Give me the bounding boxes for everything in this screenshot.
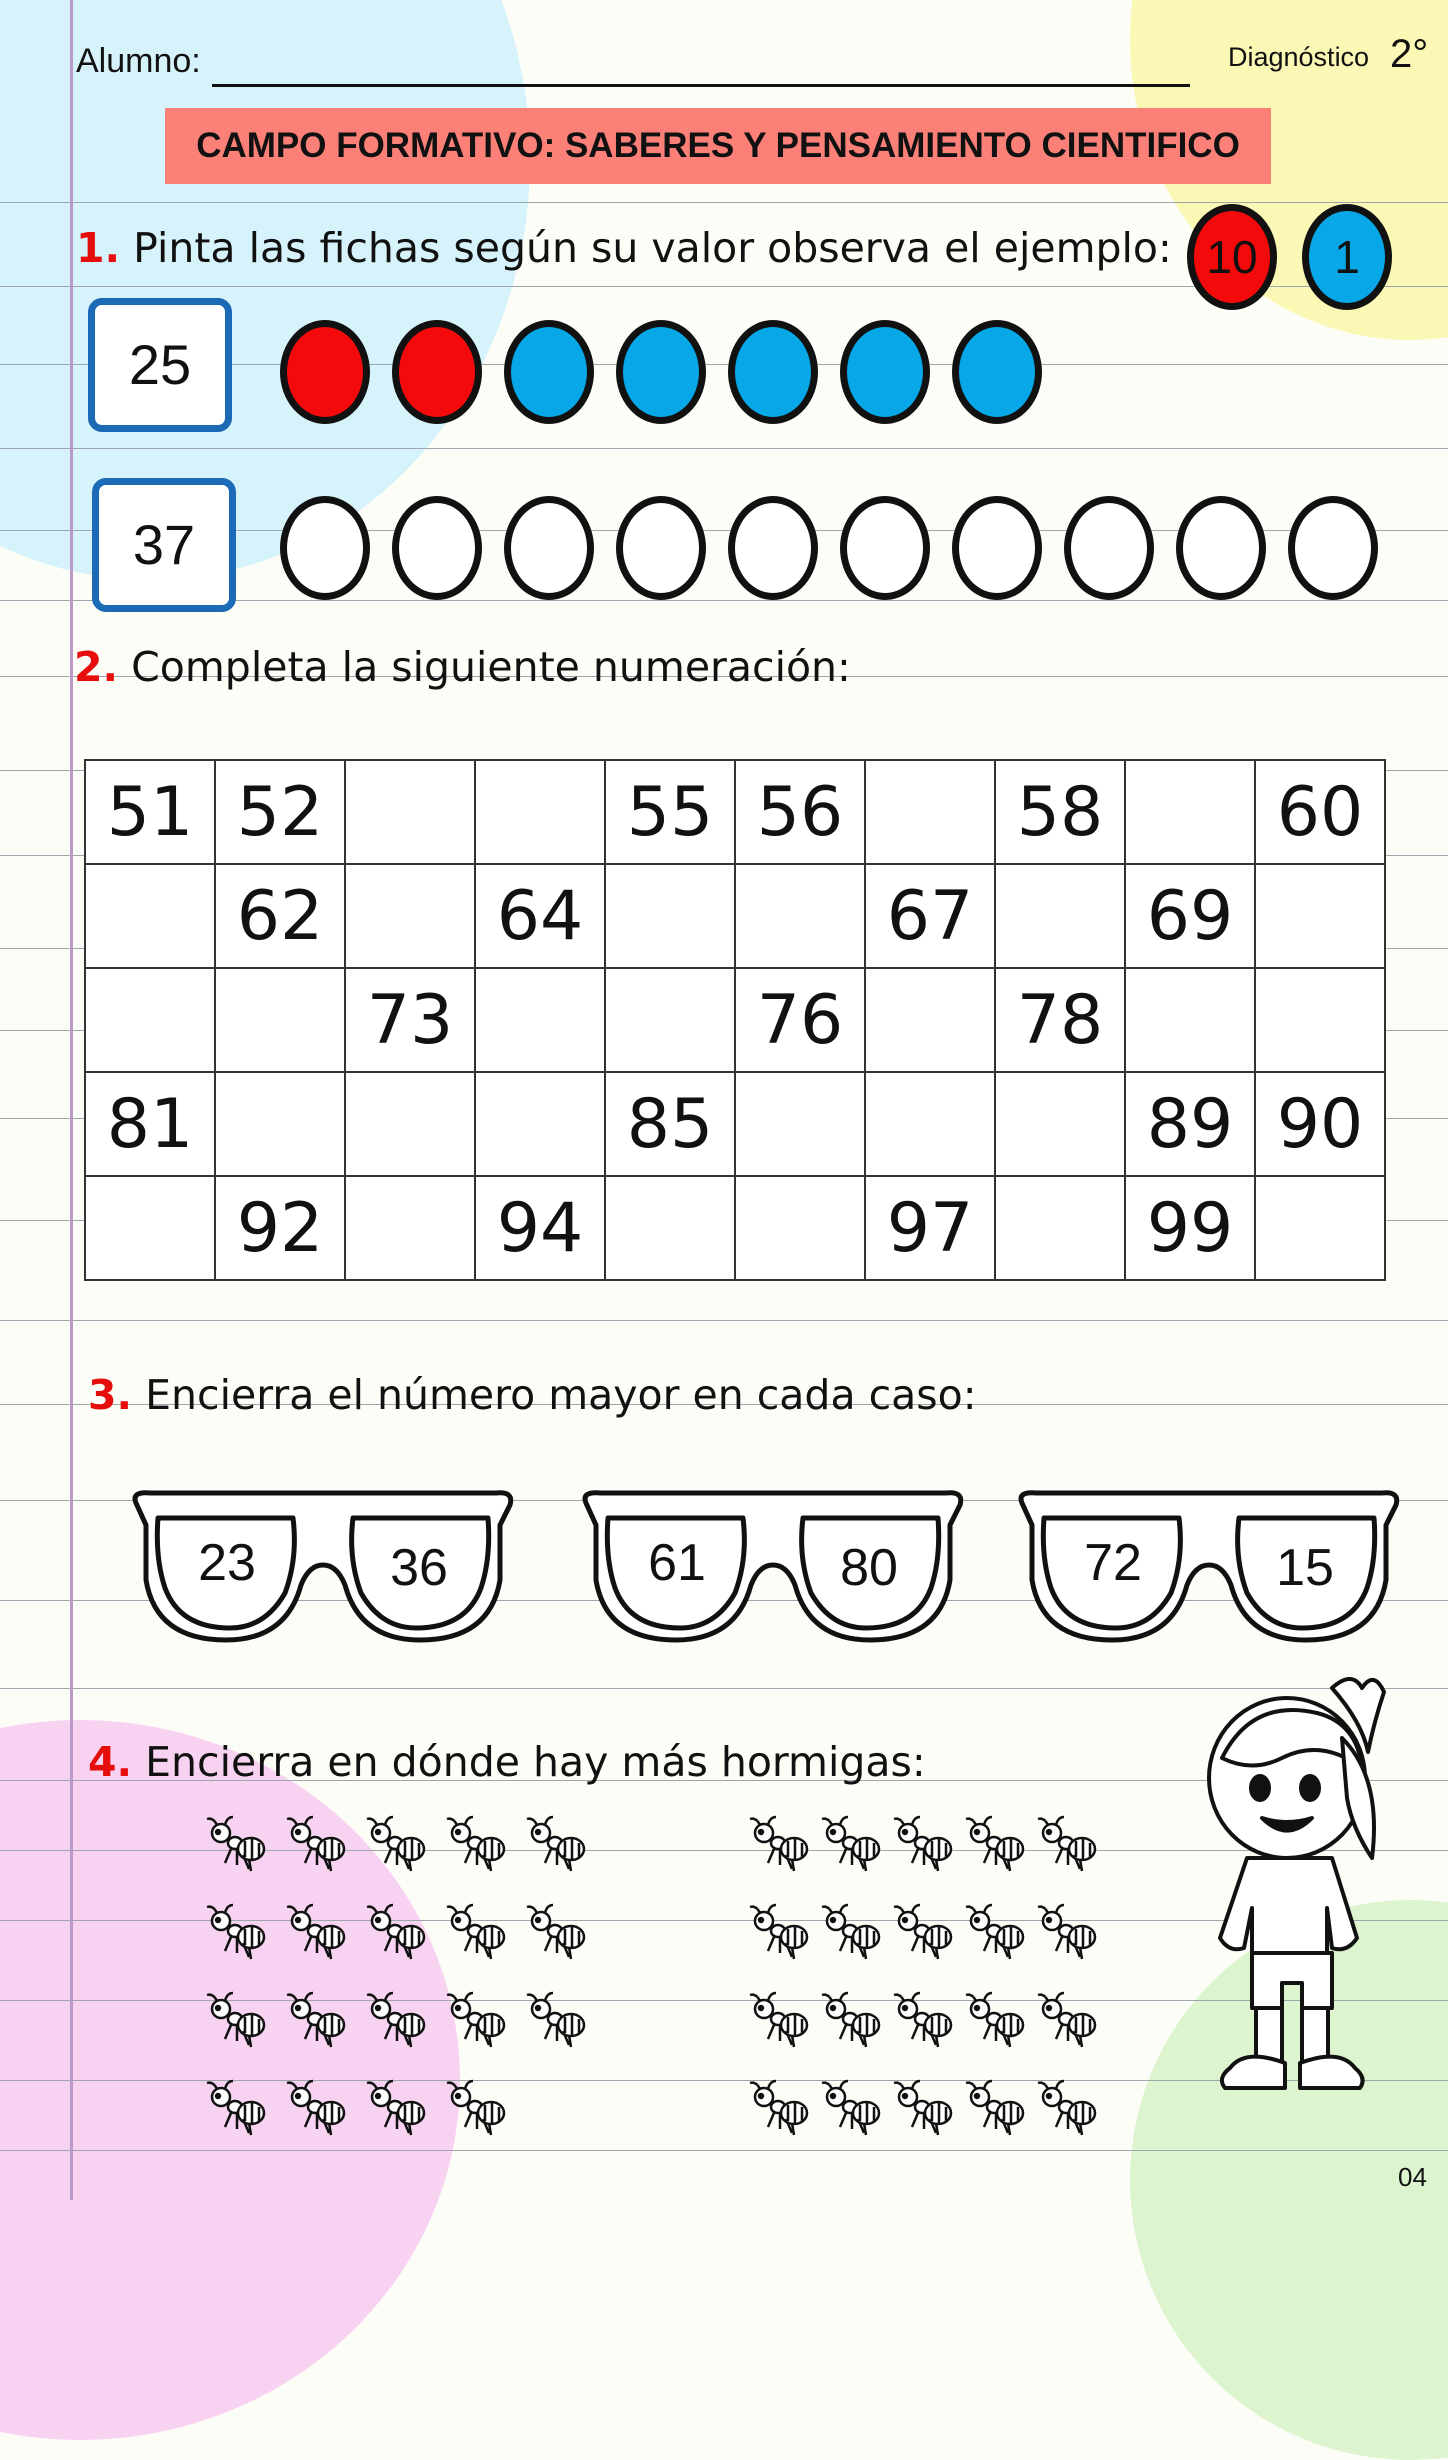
- grid-cell: 94: [475, 1176, 605, 1280]
- student-name-line[interactable]: [212, 84, 1190, 87]
- grid-row: [85, 864, 1385, 968]
- grid-row: [85, 1176, 1385, 1280]
- glasses-3-number-1[interactable]: 72: [1084, 1534, 1142, 1592]
- grid-cell: 97: [865, 1176, 995, 1280]
- ant-icon: [892, 1991, 956, 2059]
- chip-row-2-1[interactable]: [280, 496, 370, 600]
- ant-icon: [748, 1815, 812, 1883]
- ant-icon: [205, 1815, 269, 1883]
- chip-row-1-3: [504, 320, 594, 424]
- ant-icon: [205, 2079, 269, 2147]
- ant-group-right[interactable]: [748, 1815, 1098, 2170]
- grade-value: 2°: [1390, 32, 1429, 76]
- grid-cell: 89: [1125, 1072, 1255, 1176]
- ant-icon: [365, 1991, 429, 2059]
- chip-row-2-6[interactable]: [840, 496, 930, 600]
- grid-cell-blank[interactable]: [345, 1072, 475, 1176]
- chip-row-1-1: [280, 320, 370, 424]
- grid-cell: 60: [1255, 760, 1385, 864]
- grid-cell-blank[interactable]: [475, 968, 605, 1072]
- ant-icon: [748, 2079, 812, 2147]
- ant-icon: [525, 1991, 589, 2059]
- grid-cell: 99: [1125, 1176, 1255, 1280]
- chip-row-2-3[interactable]: [504, 496, 594, 600]
- question-1: [76, 224, 1172, 272]
- ant-icon: [445, 1815, 509, 1883]
- glasses-1-number-1[interactable]: 23: [198, 1534, 256, 1592]
- grid-cell-blank[interactable]: [215, 1072, 345, 1176]
- chip-row-2-number: 37: [92, 478, 236, 612]
- grid-cell-blank[interactable]: [475, 760, 605, 864]
- grid-cell-blank[interactable]: [1125, 968, 1255, 1072]
- grid-row: [85, 968, 1385, 1072]
- ant-icon: [1036, 1903, 1100, 1971]
- grid-cell-blank[interactable]: [605, 1176, 735, 1280]
- grid-cell-blank[interactable]: [865, 1072, 995, 1176]
- grid-cell-blank[interactable]: [1255, 864, 1385, 968]
- ant-icon: [964, 1991, 1028, 2059]
- ant-icon: [820, 1903, 884, 1971]
- ant-icon: [205, 1991, 269, 2059]
- question-4-number: 4.: [88, 1738, 133, 1786]
- ant-icon: [285, 1903, 349, 1971]
- grid-cell-blank[interactable]: [85, 864, 215, 968]
- ant-icon: [1036, 2079, 1100, 2147]
- glasses-2-number-1[interactable]: 61: [648, 1534, 706, 1592]
- grid-cell: 55: [605, 760, 735, 864]
- chip-row-2-10[interactable]: [1288, 496, 1378, 600]
- grid-cell-blank[interactable]: [85, 1176, 215, 1280]
- ant-icon: [892, 1903, 956, 1971]
- ant-icon: [365, 2079, 429, 2147]
- chip-row-1-number: 25: [88, 298, 232, 432]
- grid-cell-blank[interactable]: [345, 1176, 475, 1280]
- ant-icon: [445, 1991, 509, 2059]
- grid-cell: 67: [865, 864, 995, 968]
- grid-cell: 73: [345, 968, 475, 1072]
- grid-cell-blank[interactable]: [735, 864, 865, 968]
- grid-cell: 62: [215, 864, 345, 968]
- grid-cell-blank[interactable]: [995, 1072, 1125, 1176]
- grid-cell-blank[interactable]: [475, 1072, 605, 1176]
- glasses-2-number-2[interactable]: 80: [840, 1539, 898, 1597]
- ant-icon: [820, 1815, 884, 1883]
- grid-cell: 76: [735, 968, 865, 1072]
- question-1-text: Pinta las fichas según su valor observa el ejemplo:: [133, 224, 1172, 272]
- grid-cell: 78: [995, 968, 1125, 1072]
- chip-row-2-7[interactable]: [952, 496, 1042, 600]
- question-3: [88, 1371, 977, 1419]
- grid-cell-blank[interactable]: [995, 864, 1125, 968]
- grid-cell: 69: [1125, 864, 1255, 968]
- grid-cell-blank[interactable]: [1255, 1176, 1385, 1280]
- notebook-rule: [0, 448, 1448, 449]
- grid-cell-blank[interactable]: [995, 1176, 1125, 1280]
- grid-cell-blank[interactable]: [215, 968, 345, 1072]
- ant-icon: [365, 1903, 429, 1971]
- page-number: 04: [1398, 2162, 1427, 2192]
- ant-icon: [285, 1991, 349, 2059]
- background-circle-cyan: [0, 0, 530, 580]
- ant-icon: [892, 1815, 956, 1883]
- question-2: [74, 643, 851, 691]
- ant-icon: [285, 1815, 349, 1883]
- ant-icon: [285, 2079, 349, 2147]
- grid-cell-blank[interactable]: [1125, 760, 1255, 864]
- chip-row-1-6: [840, 320, 930, 424]
- chip-row-1-2: [392, 320, 482, 424]
- ant-icon: [892, 2079, 956, 2147]
- grid-cell-blank[interactable]: [605, 864, 735, 968]
- grid-cell-blank[interactable]: [1255, 968, 1385, 1072]
- chip-row-1-5: [728, 320, 818, 424]
- ant-icon: [748, 1991, 812, 2059]
- chip-row-1-4: [616, 320, 706, 424]
- legend-chip-ten: 10: [1187, 204, 1277, 310]
- ant-icon: [748, 1903, 812, 1971]
- grid-cell-blank[interactable]: [345, 864, 475, 968]
- grid-row: [85, 1072, 1385, 1176]
- ant-icon: [964, 2079, 1028, 2147]
- question-4: [88, 1738, 926, 1786]
- student-name-label: Alumno:: [76, 42, 201, 80]
- ant-group-left[interactable]: [205, 1815, 625, 2170]
- ant-icon: [205, 1903, 269, 1971]
- number-grid: [84, 759, 1386, 1281]
- question-3-number: 3.: [88, 1371, 133, 1419]
- grid-cell: 51: [85, 760, 215, 864]
- grid-cell: 85: [605, 1072, 735, 1176]
- ant-icon: [445, 2079, 509, 2147]
- ant-icon: [525, 1903, 589, 1971]
- grid-cell: 58: [995, 760, 1125, 864]
- grid-cell: 52: [215, 760, 345, 864]
- grid-cell-blank[interactable]: [85, 968, 215, 1072]
- legend-chip-one: 1: [1302, 204, 1392, 310]
- grid-cell: 90: [1255, 1072, 1385, 1176]
- chip-row-2-8[interactable]: [1064, 496, 1154, 600]
- ant-icon: [1036, 1991, 1100, 2059]
- grid-cell: 64: [475, 864, 605, 968]
- ant-icon: [1036, 1815, 1100, 1883]
- grid-cell-blank[interactable]: [865, 968, 995, 1072]
- grid-cell-blank[interactable]: [735, 1072, 865, 1176]
- chip-row-1-7: [952, 320, 1042, 424]
- question-1-number: 1.: [76, 224, 121, 272]
- chip-row-2-2[interactable]: [392, 496, 482, 600]
- ant-icon: [820, 2079, 884, 2147]
- grid-cell: 81: [85, 1072, 215, 1176]
- question-2-text: Completa la siguiente numeración:: [131, 643, 851, 691]
- grid-cell: 92: [215, 1176, 345, 1280]
- ant-icon: [820, 1991, 884, 2059]
- grid-row: [85, 760, 1385, 864]
- question-2-number: 2.: [74, 643, 119, 691]
- chip-row-2-9[interactable]: [1176, 496, 1266, 600]
- grade-label: Diagnóstico: [1228, 42, 1370, 72]
- question-3-text: Encierra el número mayor en cada caso:: [145, 1371, 977, 1419]
- girl-illustration: [1182, 1668, 1412, 2108]
- ant-icon: [964, 1903, 1028, 1971]
- grid-cell-blank[interactable]: [605, 968, 735, 1072]
- chip-row-2-5[interactable]: [728, 496, 818, 600]
- glasses-3-number-2[interactable]: 15: [1276, 1539, 1334, 1597]
- notebook-rule: [0, 1320, 1448, 1321]
- ant-icon: [445, 1903, 509, 1971]
- grid-cell-blank[interactable]: [735, 1176, 865, 1280]
- grid-cell: 56: [735, 760, 865, 864]
- chip-row-2-4[interactable]: [616, 496, 706, 600]
- notebook-margin-line: [70, 0, 73, 2200]
- ant-icon: [525, 1815, 589, 1883]
- grid-cell-blank[interactable]: [865, 760, 995, 864]
- grid-cell-blank[interactable]: [345, 760, 475, 864]
- ant-icon: [964, 1815, 1028, 1883]
- question-4-text: Encierra en dónde hay más hormigas:: [145, 1738, 926, 1786]
- field-title-banner: CAMPO FORMATIVO: SABERES Y PENSAMIENTO CIENTIFICO: [165, 108, 1271, 184]
- glasses-1-number-2[interactable]: 36: [390, 1539, 448, 1597]
- notebook-rule: [0, 202, 1448, 203]
- ant-icon: [365, 1815, 429, 1883]
